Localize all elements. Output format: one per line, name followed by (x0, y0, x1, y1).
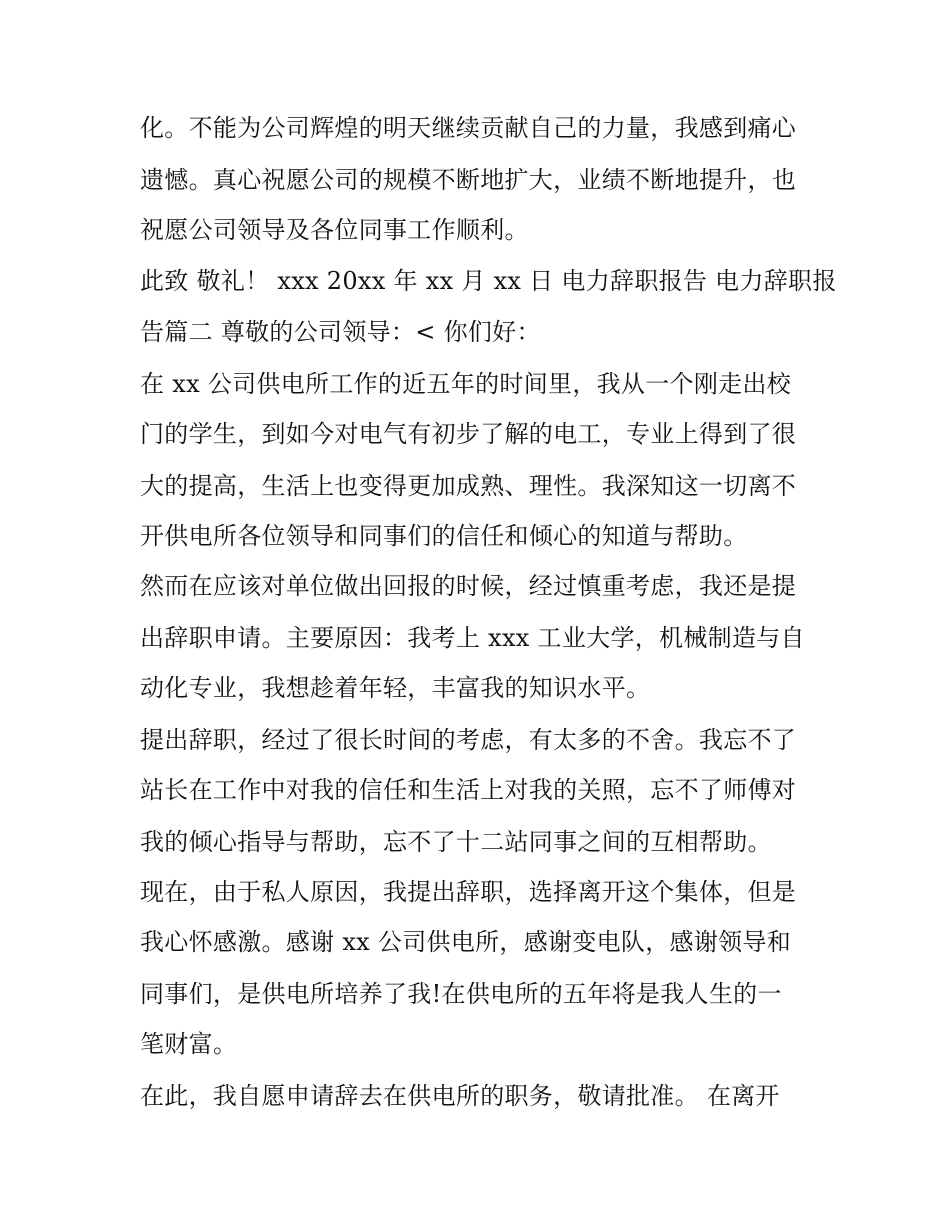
text-line: 动化专业，我想趁着年轻，丰富我的知识水平。 (140, 674, 651, 702)
text-line: 此致 敬礼！ xxx 20xx 年 xx 月 xx 日 电力辞职报告 电力辞职报 (140, 267, 837, 295)
text-line: 我的倾心指导与帮助，忘不了十二站同事之间的互相帮助。 (140, 828, 772, 856)
text-line: 站长在工作中对我的信任和生活上对我的关照，忘不了师傅对 (140, 776, 797, 804)
text-line: 告篇二 尊敬的公司领导：< 你们好： (140, 318, 541, 346)
text-line: 在 xx 公司供电所工作的近五年的时间里，我从一个刚走出校 (140, 370, 792, 398)
text-line: 提出辞职，经过了很长时间的考虑，有太多的不舍。我忘不了 (140, 726, 797, 754)
text-line: 祝愿公司领导及各位同事工作顺利。 (140, 216, 529, 244)
text-line: 大的提高，生活上也变得更加成熟、理性。我深知这一切离不 (140, 472, 797, 500)
text-line: 同事们，是供电所培养了我!在供电所的五年将是我人生的一 (140, 980, 782, 1008)
text-line: 化。不能为公司辉煌的明天继续贡献自己的力量，我感到痛心 (140, 114, 797, 142)
text-line: 开供电所各位领导和同事们的信任和倾心的知道与帮助。 (140, 522, 748, 550)
text-line: 笔财富。 (140, 1030, 238, 1058)
text-line: 在此，我自愿申请辞去在供电所的职务，敬请批准。 在离开 (140, 1082, 780, 1110)
text-line: 然而在应该对单位做出回报的时候，经过慎重考虑，我还是提 (140, 572, 797, 600)
text-line: 出辞职申请。主要原因：我考上 xxx 工业大学，机械制造与自 (140, 624, 805, 652)
text-line: 门的学生，到如今对电气有初步了解的电工，专业上得到了很 (140, 420, 797, 448)
text-line: 遗憾。真心祝愿公司的规模不断地扩大，业绩不断地提升，也 (140, 166, 797, 194)
text-line: 我心怀感激。感谢 xx 公司供电所，感谢变电队，感谢领导和 (140, 928, 792, 956)
text-line: 现在，由于私人原因，我提出辞职，选择离开这个集体，但是 (140, 878, 797, 906)
